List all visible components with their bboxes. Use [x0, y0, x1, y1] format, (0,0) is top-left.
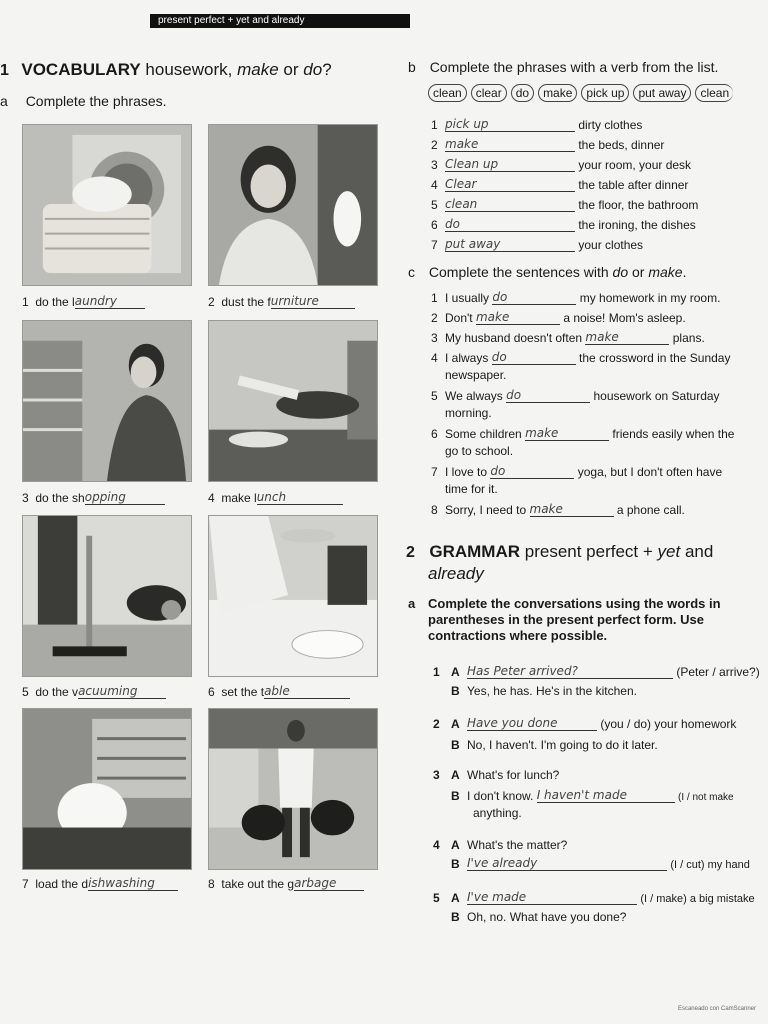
c-answer-5[interactable]: do [506, 388, 590, 403]
section-c-letter: c [408, 264, 415, 280]
section2-title-bold: GRAMMAR [429, 542, 521, 561]
c-item-8: 8 Sorry, I need to make a phone call. [431, 502, 685, 517]
b-answer-2[interactable]: make [445, 137, 575, 152]
section1-sub-a-text: Complete the phrases. [25, 93, 167, 109]
c-item-6-cont: go to school. [445, 444, 514, 458]
c-item-3: 3 My husband doesn't often make plans. [431, 330, 705, 345]
b-answer-5[interactable]: clean [445, 197, 575, 212]
section2-instruction: Complete the conversations using the words in parentheses in the present perfect form. Use contractions where possible. [428, 596, 721, 643]
photo-garbage [208, 708, 378, 870]
word-pill-make: make [538, 84, 577, 102]
photo-vacuuming [22, 515, 192, 677]
b-answer-4[interactable]: Clear [445, 177, 575, 192]
photo-dusting [208, 124, 378, 286]
c-item-4: 4 I always do the crossword in the Sunday [431, 350, 731, 365]
section1-sub-a-letter: a [0, 93, 8, 109]
answer-blank-2[interactable]: urniture [271, 294, 355, 309]
c-answer-7[interactable]: do [490, 464, 574, 479]
conv-5-answer[interactable]: I've made [467, 890, 637, 905]
answer-blank-8[interactable]: arbage [294, 876, 364, 891]
answer-blank-7[interactable]: ishwashing [88, 876, 178, 891]
conv-5-b: B Oh, no. What have you done? [451, 910, 627, 924]
conv-1-b: B Yes, he has. He's in the kitchen. [451, 684, 637, 698]
photo-laundry [22, 124, 192, 286]
caption-5: 5 do the vacuuming [22, 684, 166, 699]
b-answer-3[interactable]: Clean up [445, 157, 575, 172]
b-item-7: 7 put away your clothes [431, 237, 644, 252]
conv-3-cont: anything. [473, 806, 522, 820]
caption-2: 2 dust the furniture [208, 294, 355, 309]
answer-blank-5[interactable]: acuuming [78, 684, 166, 699]
section-b-letter: b [408, 59, 416, 75]
section2-number: 2 [406, 544, 415, 561]
caption-8: 8 take out the garbage [208, 876, 364, 891]
section2-sub-a-letter: a [408, 596, 416, 611]
photo-table [208, 515, 378, 677]
scanner-footer: Escaneado con CamScanner [677, 1006, 756, 1012]
conv-5-a: 5 A I've made (I / make) a big mistake [433, 890, 755, 905]
caption-6: 6 set the table [208, 684, 350, 699]
word-pill-do: do [511, 84, 534, 102]
caption-3: 3 do the shopping [22, 490, 165, 505]
c-answer-3[interactable]: make [585, 330, 669, 345]
c-item-5-cont: morning. [445, 406, 492, 420]
conv-4-a: 4 A What's the matter? [433, 838, 568, 852]
section2-title-already: already [428, 564, 484, 583]
b-item-6: 6 do the ironing, the dishes [431, 217, 696, 232]
c-item-5: 5 We always do housework on Saturday [431, 388, 720, 403]
b-answer-1[interactable]: pick up [445, 117, 575, 132]
conv-3-b: B I don't know. I haven't made (I / not make [451, 788, 734, 803]
conv-3-a: 3 A What's for lunch? [433, 768, 560, 782]
answer-blank-1[interactable]: aundry [75, 294, 145, 309]
photo-shopping [22, 320, 192, 482]
b-item-2: 2 make the beds, dinner [431, 137, 665, 152]
word-list [428, 84, 733, 102]
photo-dishwasher [22, 708, 192, 870]
c-item-4-cont: newspaper. [445, 368, 507, 382]
conv-2-b: B No, I haven't. I'm going to do it later. [451, 738, 658, 752]
section1-title-bold: VOCABULARY [21, 60, 141, 79]
section1-number: 1 [0, 62, 9, 79]
answer-blank-6[interactable]: able [264, 684, 350, 699]
word-pill-clean-2: clean [695, 84, 733, 102]
answer-blank-4[interactable]: unch [257, 490, 343, 505]
section-b-instruction: Complete the phrases with a verb from the list. [429, 59, 719, 75]
conv-4-b: B I've already (I / cut) my hand [451, 856, 750, 871]
word-pill-clear: clear [471, 84, 507, 102]
b-item-1: 1 pick up dirty clothes [431, 117, 643, 132]
conv-3-answer[interactable]: I haven't made [537, 788, 675, 803]
c-answer-6[interactable]: make [525, 426, 609, 441]
b-answer-7[interactable]: put away [445, 237, 575, 252]
b-item-4: 4 Clear the table after dinner [431, 177, 689, 192]
c-answer-2[interactable]: make [476, 310, 560, 325]
section2-heading: 2 GRAMMAR present perfect + yet and [406, 542, 714, 561]
photo-cooking [208, 320, 378, 482]
conv-4-answer[interactable]: I've already [467, 856, 667, 871]
section1-title-do: do [303, 60, 323, 79]
word-pill-put-away: put away [633, 84, 691, 102]
c-item-6: 6 Some children make friends easily when the [431, 426, 735, 441]
conv-2-answer[interactable]: Have you done [467, 716, 597, 731]
c-item-2: 2 Don't make a noise! Mom's asleep. [431, 310, 686, 325]
c-item-7-cont: time for it. [445, 482, 498, 496]
c-item-7: 7 I love to do yoga, but I don't often have [431, 464, 723, 479]
top-banner: present perfect + yet and already [150, 14, 410, 28]
c-answer-8[interactable]: make [530, 502, 614, 517]
conv-1-answer[interactable]: Has Peter arrived? [467, 664, 673, 679]
section-b-heading [408, 59, 718, 75]
c-item-1: 1 I usually do my homework in my room. [431, 290, 721, 305]
conv-2-a: 2 A Have you done (you / do) your homework [433, 716, 737, 731]
section1-sub-a [0, 93, 167, 109]
section1-title-rest: housework, [145, 60, 233, 79]
word-pill-pick-up: pick up [581, 84, 629, 102]
section2-title-rest: present perfect + [524, 542, 653, 561]
c-answer-1[interactable]: do [492, 290, 576, 305]
section1-title-or: or [283, 60, 299, 79]
word-pill-clean: clean [428, 84, 467, 102]
section1-title-q: ? [322, 60, 332, 79]
b-item-3: 3 Clean up your room, your desk [431, 157, 692, 172]
section-c-heading: c Complete the sentences with do or make. [408, 264, 687, 280]
b-answer-6[interactable]: do [445, 217, 575, 232]
section1-title-make: make [237, 60, 279, 79]
conv-1-a: 1 A Has Peter arrived? (Peter / arrive?) [433, 664, 760, 679]
caption-4: 4 make lunch [208, 490, 343, 505]
caption-7: 7 load the dishwashing [22, 876, 178, 891]
c-answer-4[interactable]: do [492, 350, 576, 365]
answer-blank-3[interactable]: opping [85, 490, 165, 505]
b-item-5: 5 clean the floor, the bathroom [431, 197, 699, 212]
caption-1: 1 do the laundry [22, 294, 145, 309]
section1-heading [0, 60, 332, 80]
